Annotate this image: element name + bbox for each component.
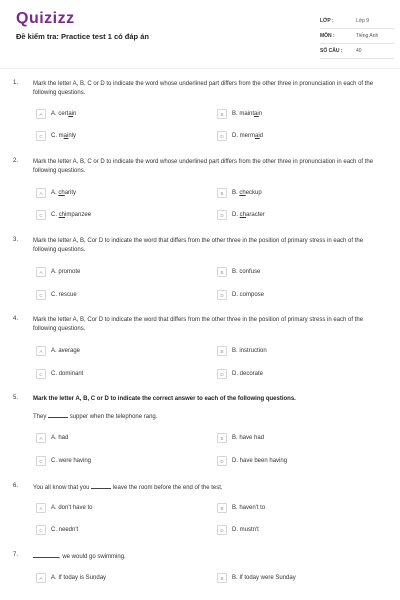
option-text: B. haven't to xyxy=(232,505,266,511)
question-prompt: You all know that you leave the room before the end of the test. xyxy=(33,485,223,491)
option-letter-box: A xyxy=(36,573,46,583)
option-letter-box: C xyxy=(36,456,46,466)
option-a[interactable]: A A. charity xyxy=(36,188,76,198)
option-letter-box: A xyxy=(36,109,46,119)
option-text: D. mustn't xyxy=(232,527,259,533)
option-d[interactable]: D D. mermaid xyxy=(217,131,263,141)
option-letter-box: C xyxy=(36,210,46,220)
option-letter-box: C xyxy=(36,131,46,141)
question-number: 5. xyxy=(13,395,19,401)
answer-blank xyxy=(48,412,68,418)
option-text: A. promote xyxy=(51,269,81,275)
document-title: Đề kiểm tra: Practice test 1 có đáp án xyxy=(16,32,149,41)
question-prompt: , we would go swimming. xyxy=(33,552,388,562)
option-letter-box: D xyxy=(217,369,227,379)
option-letter-box: B xyxy=(217,109,227,119)
divider xyxy=(0,68,400,69)
option-letter-box: A xyxy=(36,503,46,513)
option-b[interactable] xyxy=(217,573,296,583)
worksheet-header xyxy=(0,0,400,62)
option-letter-box: A xyxy=(36,433,46,443)
meta-value: Lớp 9 xyxy=(356,18,370,24)
option-letter-box: A xyxy=(36,346,46,356)
option-a[interactable] xyxy=(36,503,93,513)
option-letter-box: B xyxy=(217,346,227,356)
option-letter-box: D xyxy=(217,525,227,535)
question-number: 3. xyxy=(13,237,19,243)
option-b[interactable]: B B. checkup xyxy=(217,188,262,198)
question-prompt: Mark the letter A, B, C or D to indicate the word whose underlined part differs from the other three in pronunciation in each of the following questions. xyxy=(33,81,374,96)
option-letter-box: A xyxy=(36,188,46,198)
option-letter-box: D xyxy=(217,131,227,141)
option-d[interactable] xyxy=(217,525,259,535)
option-letter-box: B xyxy=(217,433,227,443)
option-a[interactable] xyxy=(36,267,80,277)
answer-blank xyxy=(91,483,111,489)
meta-label: SỐ CÂU : xyxy=(320,48,343,54)
option-text: B. instruction xyxy=(232,348,267,354)
option-c[interactable]: C C. mainly xyxy=(36,131,76,141)
option-text: D. decorate xyxy=(232,371,264,377)
option-a[interactable] xyxy=(36,346,80,356)
meta-label: LỚP : xyxy=(320,18,334,24)
quizizz-logo: Quizizz xyxy=(16,10,75,27)
question-stem: They supper when the telephone rang. xyxy=(33,414,158,420)
option-letter-box: D xyxy=(217,290,227,300)
question-prompt: Mark the letter A, B, Cor D to indicate the word that differs from the other three in the position of primary stress in each of the following questions. xyxy=(33,238,364,253)
option-letter-box: B xyxy=(217,503,227,513)
option-letter-box: D xyxy=(217,456,227,466)
option-b[interactable] xyxy=(217,346,267,356)
option-a[interactable] xyxy=(36,433,68,443)
question-number: 7. xyxy=(13,552,19,558)
option-d[interactable] xyxy=(217,456,287,466)
meta-value: 40 xyxy=(356,48,362,54)
question-number: 2. xyxy=(13,158,19,164)
option-a[interactable] xyxy=(36,573,106,583)
option-text: C. were having xyxy=(51,458,92,464)
option-b[interactable] xyxy=(217,503,265,513)
option-d[interactable]: D D. character xyxy=(217,210,265,220)
option-letter-box: C xyxy=(36,525,46,535)
option-b[interactable] xyxy=(217,267,260,277)
option-text: A. average xyxy=(51,348,81,354)
option-text: C. rescue xyxy=(51,292,77,298)
option-text: D. compose xyxy=(232,292,265,298)
option-letter-box: B xyxy=(217,267,227,277)
option-c[interactable] xyxy=(36,369,83,379)
question-prompt: Mark the letter A, B, C or D to indicate the word whose underlined part differs from the other three in pronunciation in each of the following questions. xyxy=(33,159,374,174)
meta-label: MÔN : xyxy=(320,33,335,39)
question-prompt: Mark the letter A, B, Cor D to indicate the word that differs from the other three in the position of primary stress in each of the following questions. xyxy=(33,317,364,332)
option-text: A. If today is Sunday xyxy=(51,575,107,581)
option-d[interactable] xyxy=(217,369,263,379)
option-letter-box: A xyxy=(36,267,46,277)
option-b[interactable]: B B. maintain xyxy=(217,109,262,119)
option-text: C. needn't xyxy=(51,527,79,533)
option-letter-box: B xyxy=(217,188,227,198)
option-letter-box: B xyxy=(217,573,227,583)
option-text: B. have had xyxy=(232,435,265,441)
option-a[interactable]: A A. certain xyxy=(36,109,76,119)
option-c[interactable] xyxy=(36,525,78,535)
option-letter-box: D xyxy=(217,210,227,220)
option-text: B. If today were Sunday xyxy=(232,575,296,581)
option-c[interactable] xyxy=(36,290,77,300)
answer-blank xyxy=(33,552,59,558)
option-c[interactable]: C C. chimpanzee xyxy=(36,210,91,220)
meta-row-count xyxy=(320,44,394,59)
option-letter-box: C xyxy=(36,369,46,379)
meta-row-class xyxy=(320,14,394,29)
option-letter-box: C xyxy=(36,290,46,300)
question-number: 6. xyxy=(13,483,19,489)
meta-table xyxy=(320,14,394,59)
option-text: B. confuse xyxy=(232,269,261,275)
question-number: 4. xyxy=(13,316,19,322)
option-b[interactable] xyxy=(217,433,264,443)
option-c[interactable] xyxy=(36,456,91,466)
question-prompt: Mark the letter A, B, C or D to indicate the correct answer to each of the following questions. xyxy=(33,396,296,402)
meta-row-subject xyxy=(320,29,394,44)
option-text: A. had xyxy=(51,435,69,441)
option-d[interactable] xyxy=(217,290,264,300)
option-text: C. dominant xyxy=(51,371,84,377)
option-text: D. have been having xyxy=(232,458,288,464)
meta-value: Tiếng Anh xyxy=(356,33,379,39)
question-number: 1. xyxy=(13,80,19,86)
option-text: A. don't have to xyxy=(51,505,93,511)
